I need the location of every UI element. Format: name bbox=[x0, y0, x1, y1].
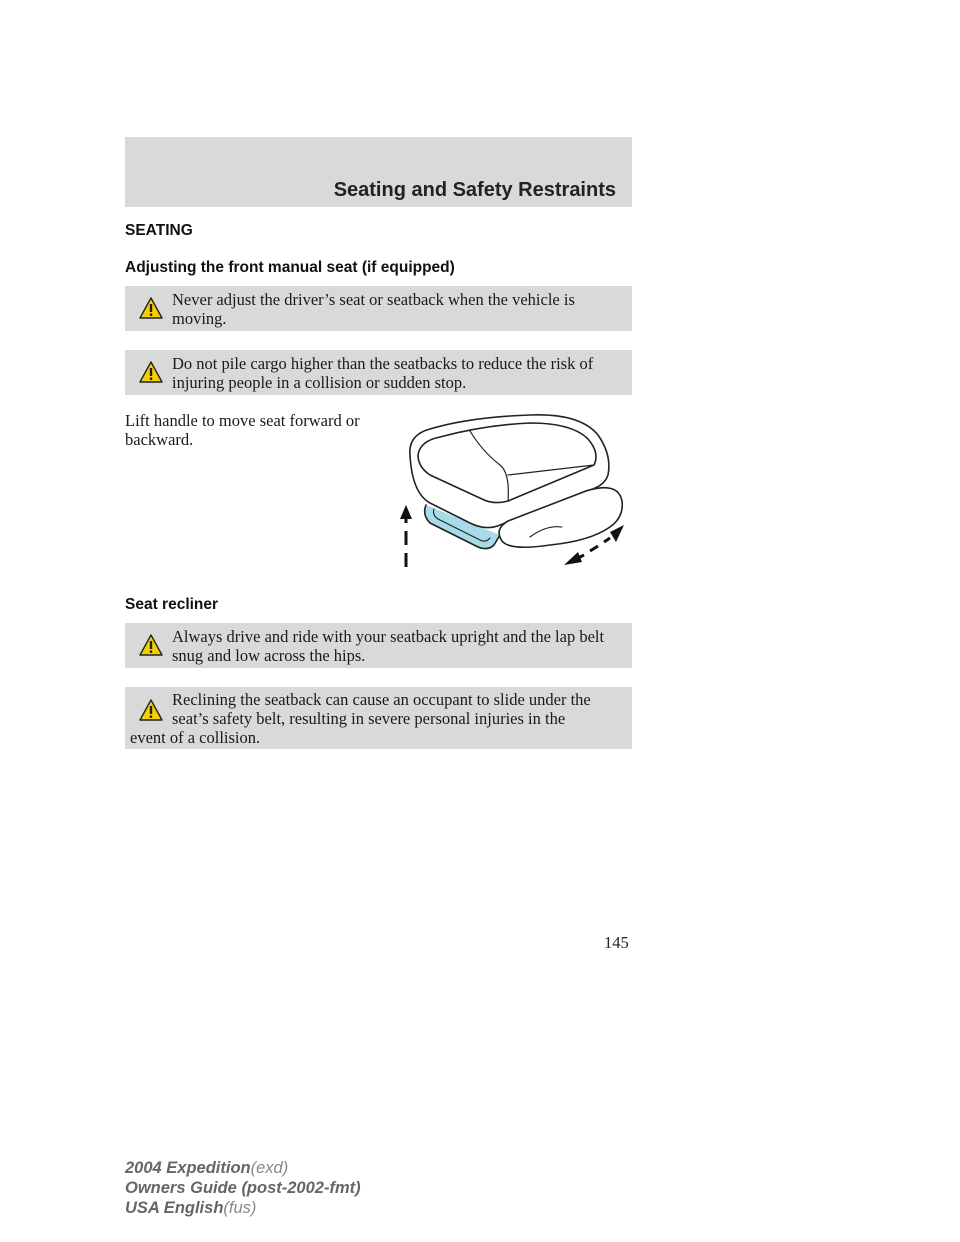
footer-line-2 bbox=[125, 1178, 361, 1198]
footer-line-1 bbox=[125, 1158, 288, 1178]
footer-language-code: (fus) bbox=[223, 1199, 257, 1217]
warning-box bbox=[125, 623, 632, 668]
warning-triangle-icon bbox=[139, 297, 163, 319]
warning-text-line: seat’s safety belt, resulting in severe personal injuries in the bbox=[172, 709, 566, 728]
warning-text: Never adjust the driver’s seat or seatback when the vehicle is moving. bbox=[172, 290, 575, 328]
seat-adjust-illustration bbox=[390, 395, 630, 575]
warning-box bbox=[125, 350, 632, 395]
warning-triangle-icon bbox=[139, 699, 163, 721]
warning-text-line: event of a collision. bbox=[130, 728, 261, 747]
lift-handle-text: Lift handle to move seat forward or backward. bbox=[125, 411, 360, 449]
footer-model: 2004 Expedition bbox=[125, 1159, 251, 1177]
warning-triangle-icon bbox=[139, 634, 163, 656]
subsection-recliner: Seat recliner bbox=[125, 596, 219, 613]
warning-text: Always drive and ride with your seatback upright and the lap belt snug and low across the hips. bbox=[172, 627, 605, 665]
footer-model-code: (exd) bbox=[250, 1159, 289, 1177]
warning-box bbox=[125, 687, 632, 749]
header-band bbox=[125, 137, 632, 207]
footer-line-3 bbox=[125, 1198, 256, 1218]
footer-language: USA English bbox=[125, 1199, 224, 1217]
warning-triangle-icon bbox=[139, 361, 163, 383]
warning-text-line: Reclining the seatback can cause an occupant to slide under the bbox=[172, 690, 591, 709]
subsection-manual-seat: Adjusting the front manual seat (if equipped) bbox=[125, 259, 455, 276]
warning-box bbox=[125, 286, 632, 331]
warning-text: Do not pile cargo higher than the seatbacks to reduce the risk of injuring people in a collision or sudden stop. bbox=[172, 354, 594, 392]
footer-guide: Owners Guide (post-2002-fmt) bbox=[125, 1179, 361, 1197]
header-title: Seating and Safety Restraints bbox=[333, 179, 616, 201]
page-number: 145 bbox=[604, 933, 629, 952]
section-title: SEATING bbox=[125, 222, 193, 239]
